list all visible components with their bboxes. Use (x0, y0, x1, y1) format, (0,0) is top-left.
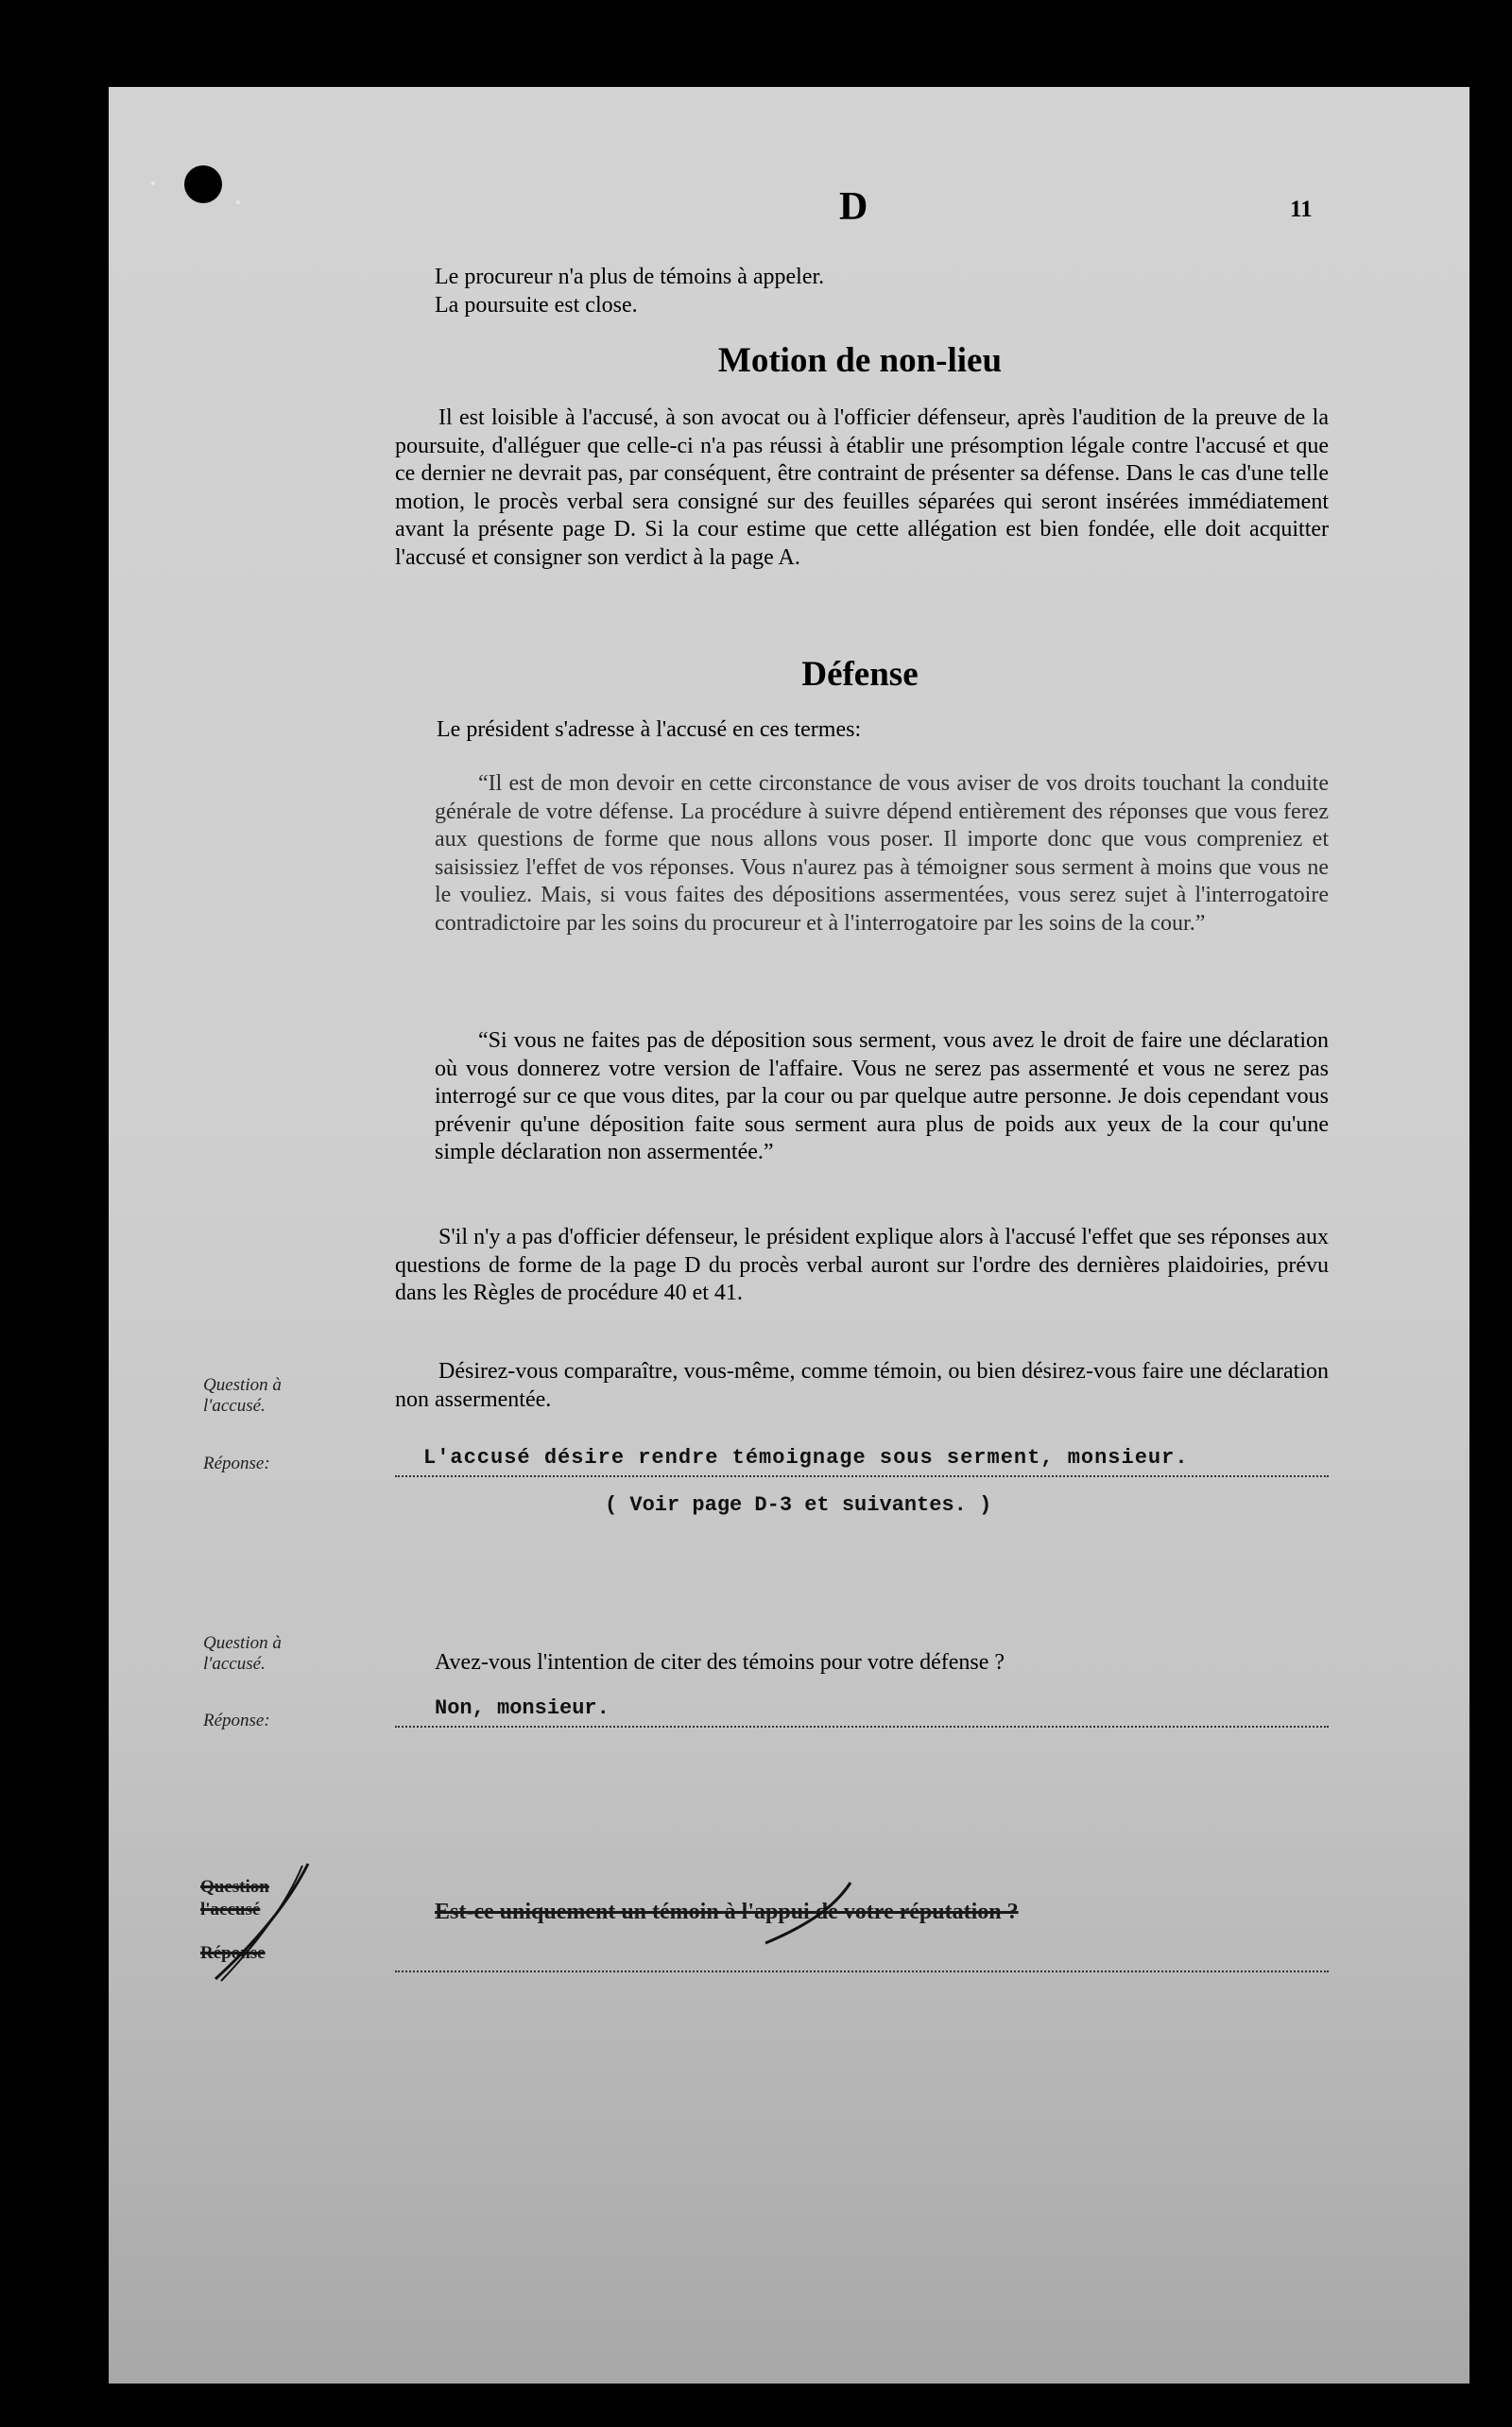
defense-quote-2: “Si vous ne faites pas de déposition sous serment, vous avez le droit de faire une déclaration où vous donnerez votre version de l'affaire. Vous ne serez pas assermenté et vous ne serez pas interrogé sur ce que vous dites, par la cour ou par quelque autre personne. Je dois cependant vous prévenir qu'une déposition faite sous serment aura plus de poids aux yeux de la cour qu'une simple déclaration non assermentée.” (435, 1028, 1329, 1164)
reply-label: Réponse: (203, 1711, 270, 1730)
intro-line: La poursuite est close. (435, 293, 638, 318)
section-heading-defense: Défense (801, 655, 919, 694)
dust-speck (236, 200, 240, 204)
side-label-line: Question (200, 1877, 269, 1897)
strike-mark-icon (197, 1860, 319, 1983)
page-number: 11 (1290, 197, 1313, 222)
side-label-line: l'accusé. (203, 1396, 266, 1416)
question-side-label (203, 1375, 335, 1417)
typed-answer-note: ( Voir page D-3 et suivantes. ) (605, 1493, 992, 1517)
defense-note: S'il n'y a pas d'officier défenseur, le président explique alors à l'accusé l'effet que ses réponses aux questions de forme de la page D du procès verbal auront sur l'ordre des dernières plaidoiries, prévu dans les Règles de procédure 40 et 41. (395, 1225, 1329, 1305)
side-label-line: l'accusé (200, 1900, 261, 1919)
intro-line: Le procureur n'a plus de témoins à appeler. (435, 265, 825, 289)
question-text: Désirez-vous comparaître, vous-même, comme témoin, ou bien désirez-vous faire une déclaration non assermentée. (395, 1359, 1329, 1412)
typed-answer: L'accusé désire rendre témoignage sous serment, monsieur. (423, 1446, 1189, 1470)
side-label-line: Question à (203, 1375, 282, 1395)
struck-question-text: Est-ce uniquement un témoin à l'appui de votre réputation ? (435, 1900, 1019, 1924)
side-label-line: Réponse (200, 1943, 266, 1963)
motion-paragraph: Il est loisible à l'accusé, à son avocat ou à l'officier défenseur, après l'audition de la preuve de la poursuite, d'alléguer que celle-ci n'a pas réussi à établir une présomption légale contre l'accusé et que ce dernier ne devrait pas, par conséquent, être contraint de présenter sa défense. Dans le cas d'une telle motion, le procès verbal sera consigné sur des feuilles séparées qui seront insérées immédiatement avant la présente page D. Si la cour estime que cette allégation est bien fondée, elle doit acquitter l'accusé et consigner son verdict à la page A. (395, 405, 1329, 570)
page-letter: D (839, 185, 868, 229)
defense-quote-1: “Il est de mon devoir en cette circonstance de vous aviser de vos droits touchant la conduite générale de votre défense. La procédure à suivre dépend entièrement des réponses que vous ferez aux questions de forme que nous allons vous poser. Il importe donc que vous compreniez et saisissiez l'effet de vos réponses. Vous n'aurez pas à témoigner sous serment à moins que vous ne le vouliez. Mais, si vous faites des dépositions assermentées, vous serez sujet à l'interrogatoire contradictoire par les soins du procureur et à l'interrogatoire par les soins de la cour.” (435, 771, 1329, 936)
section-heading-motion: Motion de non-lieu (717, 341, 1003, 380)
punch-hole (184, 165, 222, 203)
question-text: Avez-vous l'intention de citer des témoins pour votre défense ? (435, 1650, 1005, 1675)
reply-label: Réponse: (203, 1454, 270, 1473)
dust-speck (151, 181, 155, 185)
question-side-label (203, 1633, 335, 1675)
side-label-line: Question à (203, 1633, 282, 1653)
answer-line (395, 1942, 1329, 1972)
typed-answer: Non, monsieur. (435, 1696, 610, 1720)
defense-lead: Le président s'adresse à l'accusé en ces termes: (437, 717, 862, 742)
strike-mark-icon (756, 1881, 869, 1947)
side-label-line: l'accusé. (203, 1654, 266, 1674)
intro-block (435, 263, 1002, 319)
